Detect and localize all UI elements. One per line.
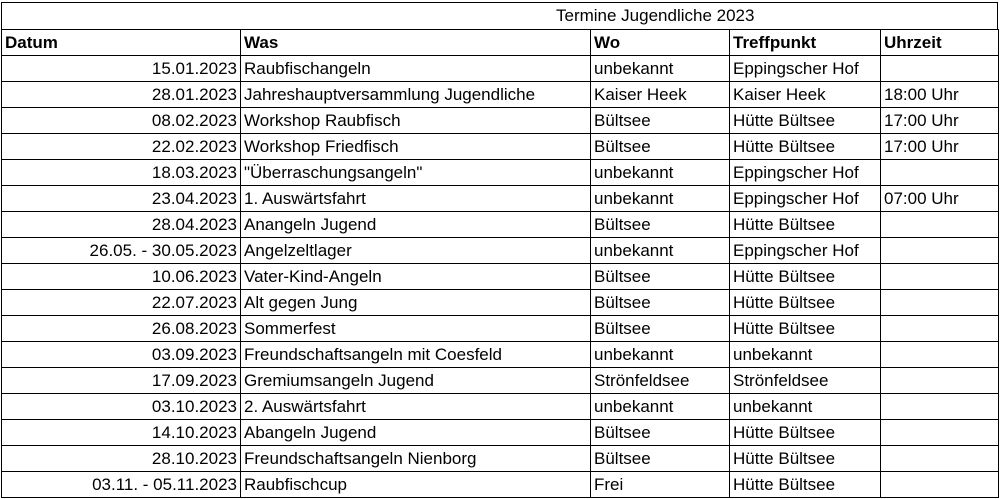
cell-uhrzeit	[881, 446, 999, 472]
cell-uhrzeit	[881, 368, 999, 394]
cell-wo: unbekannt	[591, 56, 730, 82]
table-row	[2, 420, 999, 446]
cell-datum: 26.05. - 30.05.2023	[2, 238, 241, 264]
cell-uhrzeit	[881, 56, 999, 82]
cell-datum: 08.02.2023	[2, 108, 241, 134]
cell-was: Workshop Raubfisch	[241, 108, 591, 134]
cell-datum: 22.07.2023	[2, 290, 241, 316]
cell-was: Freundschaftsangeln Nienborg	[241, 446, 591, 472]
cell-wo: Strönfeldsee	[591, 368, 730, 394]
cell-was: Raubfischangeln	[241, 56, 591, 82]
cell-uhrzeit	[881, 264, 999, 290]
header-datum: Datum	[2, 30, 241, 56]
table-row	[2, 264, 999, 290]
cell-wo: Bültsee	[591, 290, 730, 316]
cell-uhrzeit: 07:00 Uhr	[881, 186, 999, 212]
cell-datum: 03.10.2023	[2, 394, 241, 420]
table-row	[2, 316, 999, 342]
cell-datum: 03.09.2023	[2, 342, 241, 368]
cell-wo: unbekannt	[591, 160, 730, 186]
cell-treffpunkt: Hütte Bültsee	[730, 446, 881, 472]
cell-treffpunkt: Hütte Bültsee	[730, 290, 881, 316]
table-row	[2, 342, 999, 368]
table-row	[2, 82, 999, 108]
cell-uhrzeit	[881, 238, 999, 264]
cell-was: Alt gegen Jung	[241, 290, 591, 316]
cell-datum: 18.03.2023	[2, 160, 241, 186]
cell-wo: unbekannt	[591, 186, 730, 212]
table-row	[2, 290, 999, 316]
cell-datum: 22.02.2023	[2, 134, 241, 160]
cell-wo: Frei	[591, 472, 730, 498]
cell-treffpunkt: Eppingscher Hof	[730, 160, 881, 186]
cell-was: Vater-Kind-Angeln	[241, 264, 591, 290]
cell-datum: 28.10.2023	[2, 446, 241, 472]
cell-datum: 14.10.2023	[2, 420, 241, 446]
cell-wo: Bültsee	[591, 212, 730, 238]
cell-treffpunkt: Hütte Bültsee	[730, 212, 881, 238]
table-row	[2, 394, 999, 420]
cell-datum: 17.09.2023	[2, 368, 241, 394]
cell-was: 1. Auswärtsfahrt	[241, 186, 591, 212]
cell-datum: 15.01.2023	[2, 56, 241, 82]
table-row	[2, 446, 999, 472]
cell-uhrzeit	[881, 342, 999, 368]
cell-uhrzeit	[881, 160, 999, 186]
cell-uhrzeit	[881, 420, 999, 446]
table-row	[2, 212, 999, 238]
cell-treffpunkt: Hütte Bültsee	[730, 420, 881, 446]
header-was: Was	[241, 30, 591, 56]
cell-wo: Bültsee	[591, 134, 730, 160]
cell-wo: Kaiser Heek	[591, 82, 730, 108]
header-treffpunkt: Treffpunkt	[730, 30, 881, 56]
cell-uhrzeit	[881, 316, 999, 342]
cell-datum: 28.01.2023	[2, 82, 241, 108]
cell-treffpunkt: Hütte Bültsee	[730, 108, 881, 134]
header-row	[2, 30, 999, 56]
cell-wo: unbekannt	[591, 342, 730, 368]
cell-uhrzeit: 18:00 Uhr	[881, 82, 999, 108]
title-row	[1, 2, 998, 29]
schedule-table	[1, 29, 999, 498]
cell-wo: unbekannt	[591, 238, 730, 264]
cell-was: Anangeln Jugend	[241, 212, 591, 238]
cell-was: Angelzeltlager	[241, 238, 591, 264]
cell-treffpunkt: Kaiser Heek	[730, 82, 881, 108]
cell-wo: Bültsee	[591, 420, 730, 446]
cell-was: Sommerfest	[241, 316, 591, 342]
table-row	[2, 472, 999, 498]
table-row	[2, 368, 999, 394]
table-row	[2, 238, 999, 264]
cell-uhrzeit	[881, 394, 999, 420]
sheet-title: Termine Jugendliche 2023	[556, 6, 755, 25]
cell-treffpunkt: Strönfeldsee	[730, 368, 881, 394]
cell-uhrzeit	[881, 472, 999, 498]
cell-wo: Bültsee	[591, 316, 730, 342]
cell-was: Raubfischcup	[241, 472, 591, 498]
cell-uhrzeit	[881, 290, 999, 316]
cell-treffpunkt: Hütte Bültsee	[730, 316, 881, 342]
cell-was: 2. Auswärtsfahrt	[241, 394, 591, 420]
header-uhrzeit: Uhrzeit	[881, 30, 999, 56]
table-row	[2, 56, 999, 82]
cell-wo: Bültsee	[591, 264, 730, 290]
table-row	[2, 134, 999, 160]
cell-was: Freundschaftsangeln mit Coesfeld	[241, 342, 591, 368]
header-wo: Wo	[591, 30, 730, 56]
cell-wo: Bültsee	[591, 108, 730, 134]
table-row	[2, 160, 999, 186]
cell-datum: 03.11. - 05.11.2023	[2, 472, 241, 498]
cell-was: Gremiumsangeln Jugend	[241, 368, 591, 394]
table-row	[2, 186, 999, 212]
table-row	[2, 108, 999, 134]
cell-was: Jahreshauptversammlung Jugendliche	[241, 82, 591, 108]
cell-treffpunkt: Eppingscher Hof	[730, 238, 881, 264]
cell-datum: 10.06.2023	[2, 264, 241, 290]
cell-uhrzeit	[881, 212, 999, 238]
cell-wo: unbekannt	[591, 394, 730, 420]
cell-datum: 26.08.2023	[2, 316, 241, 342]
cell-treffpunkt: Eppingscher Hof	[730, 56, 881, 82]
cell-wo: Bültsee	[591, 446, 730, 472]
cell-treffpunkt: unbekannt	[730, 394, 881, 420]
cell-datum: 28.04.2023	[2, 212, 241, 238]
cell-uhrzeit: 17:00 Uhr	[881, 134, 999, 160]
cell-datum: 23.04.2023	[2, 186, 241, 212]
cell-treffpunkt: Hütte Bültsee	[730, 264, 881, 290]
cell-treffpunkt: Eppingscher Hof	[730, 186, 881, 212]
cell-treffpunkt: Hütte Bültsee	[730, 472, 881, 498]
cell-treffpunkt: Hütte Bültsee	[730, 134, 881, 160]
schedule-sheet	[1, 2, 998, 498]
cell-uhrzeit: 17:00 Uhr	[881, 108, 999, 134]
cell-treffpunkt: unbekannt	[730, 342, 881, 368]
cell-was: Workshop Friedfisch	[241, 134, 591, 160]
cell-was: "Überraschungsangeln"	[241, 160, 591, 186]
cell-was: Abangeln Jugend	[241, 420, 591, 446]
